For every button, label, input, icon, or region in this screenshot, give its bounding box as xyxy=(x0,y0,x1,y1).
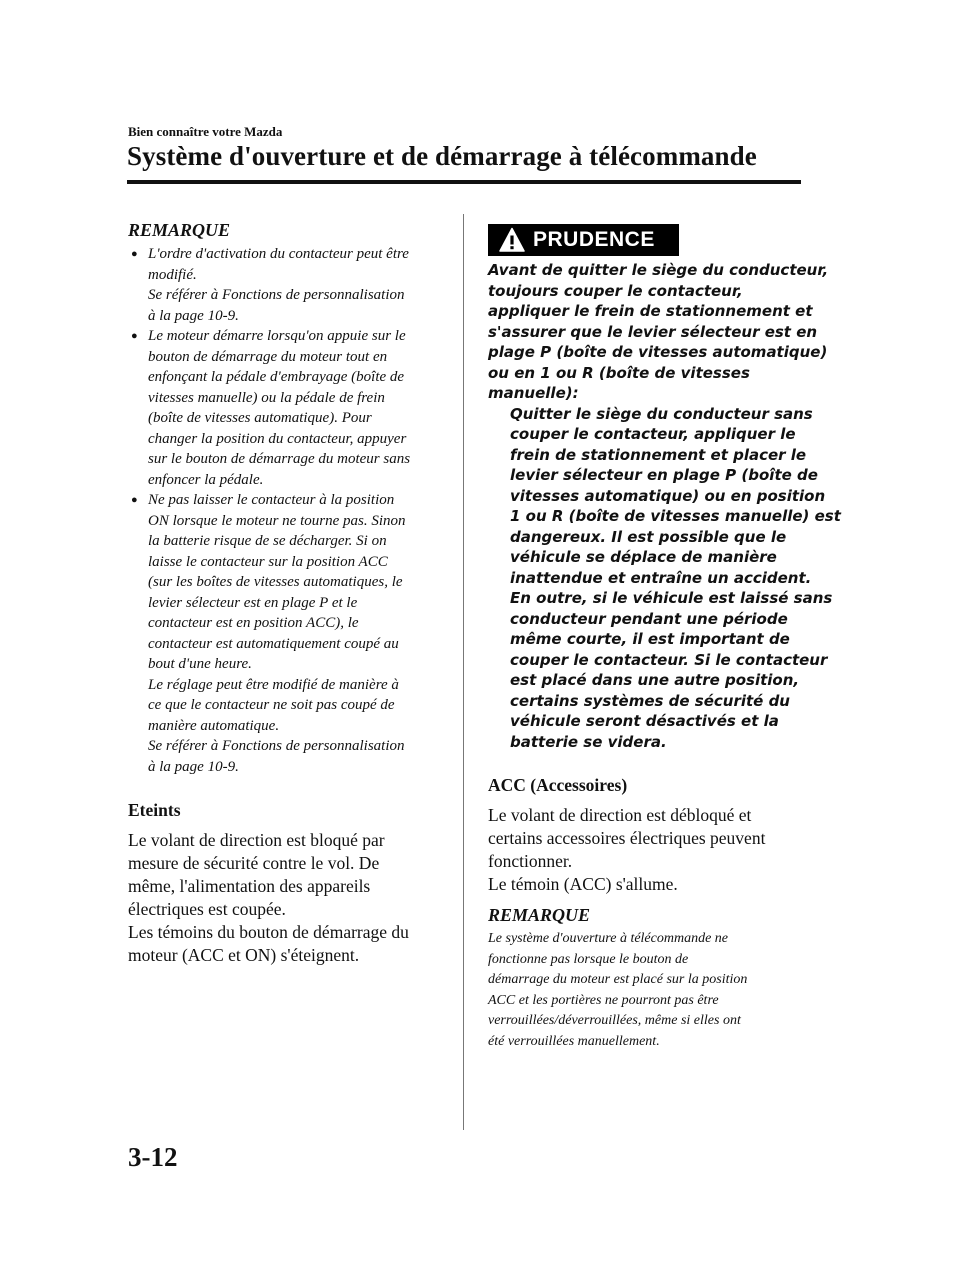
column-divider xyxy=(463,214,464,1130)
note-line: à la page 10-9. xyxy=(148,307,239,324)
caution-detail-line: certains systèmes de sécurité du xyxy=(510,691,790,710)
note-line: à la page 10-9. xyxy=(148,758,239,775)
body-line: moteur (ACC et ON) s'éteignent. xyxy=(128,945,360,965)
caution-detail-line: véhicule se déplace de manière xyxy=(510,548,777,566)
caution-line: Avant de quitter le siège du conducteur, xyxy=(488,261,829,279)
caution-line: s'assurer que le levier sélecteur est en xyxy=(488,322,818,341)
body-line: mesure de sécurité contre le vol. De xyxy=(128,853,380,873)
note-line: Se référer à Fonctions de personnalisation xyxy=(148,287,405,303)
caution-label: PRUDENCE xyxy=(533,228,655,251)
note-line: enfoncer la pédale. xyxy=(148,471,264,488)
body-line: Les témoins du bouton de démarrage du xyxy=(128,922,409,942)
note-line: ON lorsque le moteur ne tourne pas. Sinon xyxy=(148,512,406,529)
note-line: sur le bouton de démarrage du moteur sans xyxy=(148,451,411,467)
note-line: changer la position du contacteur, appuyer xyxy=(148,430,407,447)
body-line: certains accessoires électriques peuvent xyxy=(488,828,766,848)
acc-paragraph xyxy=(488,804,804,896)
note-line: démarrage du moteur est placé sur la position xyxy=(488,972,748,987)
section-heading-eteints: Eteints xyxy=(128,800,181,820)
caution-detail-line: est placé dans une autre position, xyxy=(510,671,800,689)
body-line: Le volant de direction est débloqué et xyxy=(488,805,752,825)
note-line: verrouillées/déverrouillées, même si elles ont xyxy=(488,1013,741,1028)
caution-detail-line: batterie se videra. xyxy=(510,732,667,751)
note-list xyxy=(128,244,443,777)
note-line: ce que le contacteur ne soit pas coupé de xyxy=(148,697,395,713)
note-item xyxy=(128,490,443,777)
body-line: Le témoin (ACC) s'allume. xyxy=(488,874,678,894)
caution-detail-line: Quitter le siège du conducteur sans xyxy=(510,404,813,423)
caution-detail-line: véhicule seront désactivés et la xyxy=(510,712,779,730)
note-line: Le système d'ouverture à télécommande ne xyxy=(488,931,729,946)
note-line: (boîte de vitesses automatique). Pour xyxy=(148,410,372,426)
header-divider xyxy=(127,180,801,184)
caution-detail-line: couper le contacteur, appliquer le xyxy=(510,425,796,443)
note-line: bout d'une heure. xyxy=(148,656,252,672)
note-line: la batterie risque de se décharger. Si on xyxy=(148,533,387,549)
bullet-icon: ● xyxy=(131,494,138,506)
note-line: vitesses manuelle) ou la pédale de frein xyxy=(148,389,385,406)
caution-detail-line: conducteur pendant une période xyxy=(510,609,788,628)
note-line: Le moteur démarre lorsqu'on appuie sur le xyxy=(148,328,406,344)
note-line: Se référer à Fonctions de personnalisation xyxy=(148,738,405,754)
note-line: Ne pas laisser le contacteur à la position xyxy=(148,492,395,508)
caution-detail-line: En outre, si le véhicule est laissé sans xyxy=(510,589,833,607)
chapter-label: Bien connaître votre Mazda xyxy=(128,124,283,139)
note-line: été verrouillées manuellement. xyxy=(488,1033,660,1049)
caution-detail-line: dangereux. Il est possible que le xyxy=(510,527,787,546)
note-line: levier sélecteur est en plage P et le xyxy=(148,594,358,611)
caution-detail-line: inattendue et entraîne un accident. xyxy=(510,568,812,587)
caution-line: toujours couper le contacteur, xyxy=(488,281,743,300)
note-line: contacteur est automatiquement coupé au xyxy=(148,635,399,652)
note-heading: REMARQUE xyxy=(128,220,231,240)
note-line: modifié. xyxy=(148,266,197,283)
note-line: fonctionne pas lorsque le bouton de xyxy=(488,951,689,967)
caution-detail xyxy=(510,404,841,753)
note-item xyxy=(128,244,443,326)
note-line: ACC et les portières ne pourront pas être xyxy=(488,992,719,1008)
note-line: manière automatique. xyxy=(148,717,280,734)
caution-detail-line: même courte, il est important de xyxy=(510,630,790,648)
note-line: enfonçant la pédale d'embrayage (boîte de xyxy=(148,369,405,385)
caution-detail-line: couper le contacteur. Si le contacteur xyxy=(510,650,828,669)
note-line: contacteur est en position ACC), le xyxy=(148,615,359,631)
caution-detail-line: frein de stationnement et placer le xyxy=(510,445,807,464)
page-title: Système d'ouverture et de démarrage à télécommande xyxy=(127,141,757,171)
caution-line: appliquer le frein de stationnement et xyxy=(488,302,813,320)
body-line: même, l'alimentation des appareils xyxy=(128,876,371,896)
bullet-icon: ● xyxy=(131,248,138,260)
caution-line: manuelle): xyxy=(488,384,579,402)
caution-detail-line: levier sélecteur en plage P (boîte de xyxy=(510,466,818,484)
caution-line: ou en 1 ou R (boîte de vitesses xyxy=(488,363,750,382)
caution-lead xyxy=(488,260,829,404)
caution-detail-line: 1 ou R (boîte de vitesses manuelle) est xyxy=(510,507,841,525)
caution-detail-line: vitesses automatique) ou en position xyxy=(510,486,826,505)
note-paragraph xyxy=(488,929,804,1052)
caution-line: plage P (boîte de vitesses automatique) xyxy=(488,343,828,361)
note-line: laisse le contacteur sur la position ACC xyxy=(148,553,388,570)
page-number: 3-12 xyxy=(128,1142,178,1172)
note-line: Le réglage peut être modifié de manière à xyxy=(148,676,399,693)
note-item xyxy=(128,326,443,490)
caution-banner xyxy=(488,224,679,256)
eteints-paragraph xyxy=(128,829,443,967)
note-heading: REMARQUE xyxy=(488,905,591,925)
right-column xyxy=(488,224,841,1052)
warning-triangle-icon xyxy=(499,227,525,253)
left-column xyxy=(128,219,443,967)
note-line: bouton de démarrage du moteur tout en xyxy=(148,348,388,365)
bullet-icon: ● xyxy=(131,330,138,342)
note-line: L'ordre d'activation du contacteur peut être xyxy=(148,246,409,262)
body-line: Le volant de direction est bloqué par xyxy=(128,830,385,850)
section-heading-acc: ACC (Accessoires) xyxy=(488,775,628,795)
body-line: électriques est coupée. xyxy=(128,899,286,919)
body-line: fonctionner. xyxy=(488,851,573,871)
note-line: (sur les boîtes de vitesses automatiques, le xyxy=(148,574,403,590)
